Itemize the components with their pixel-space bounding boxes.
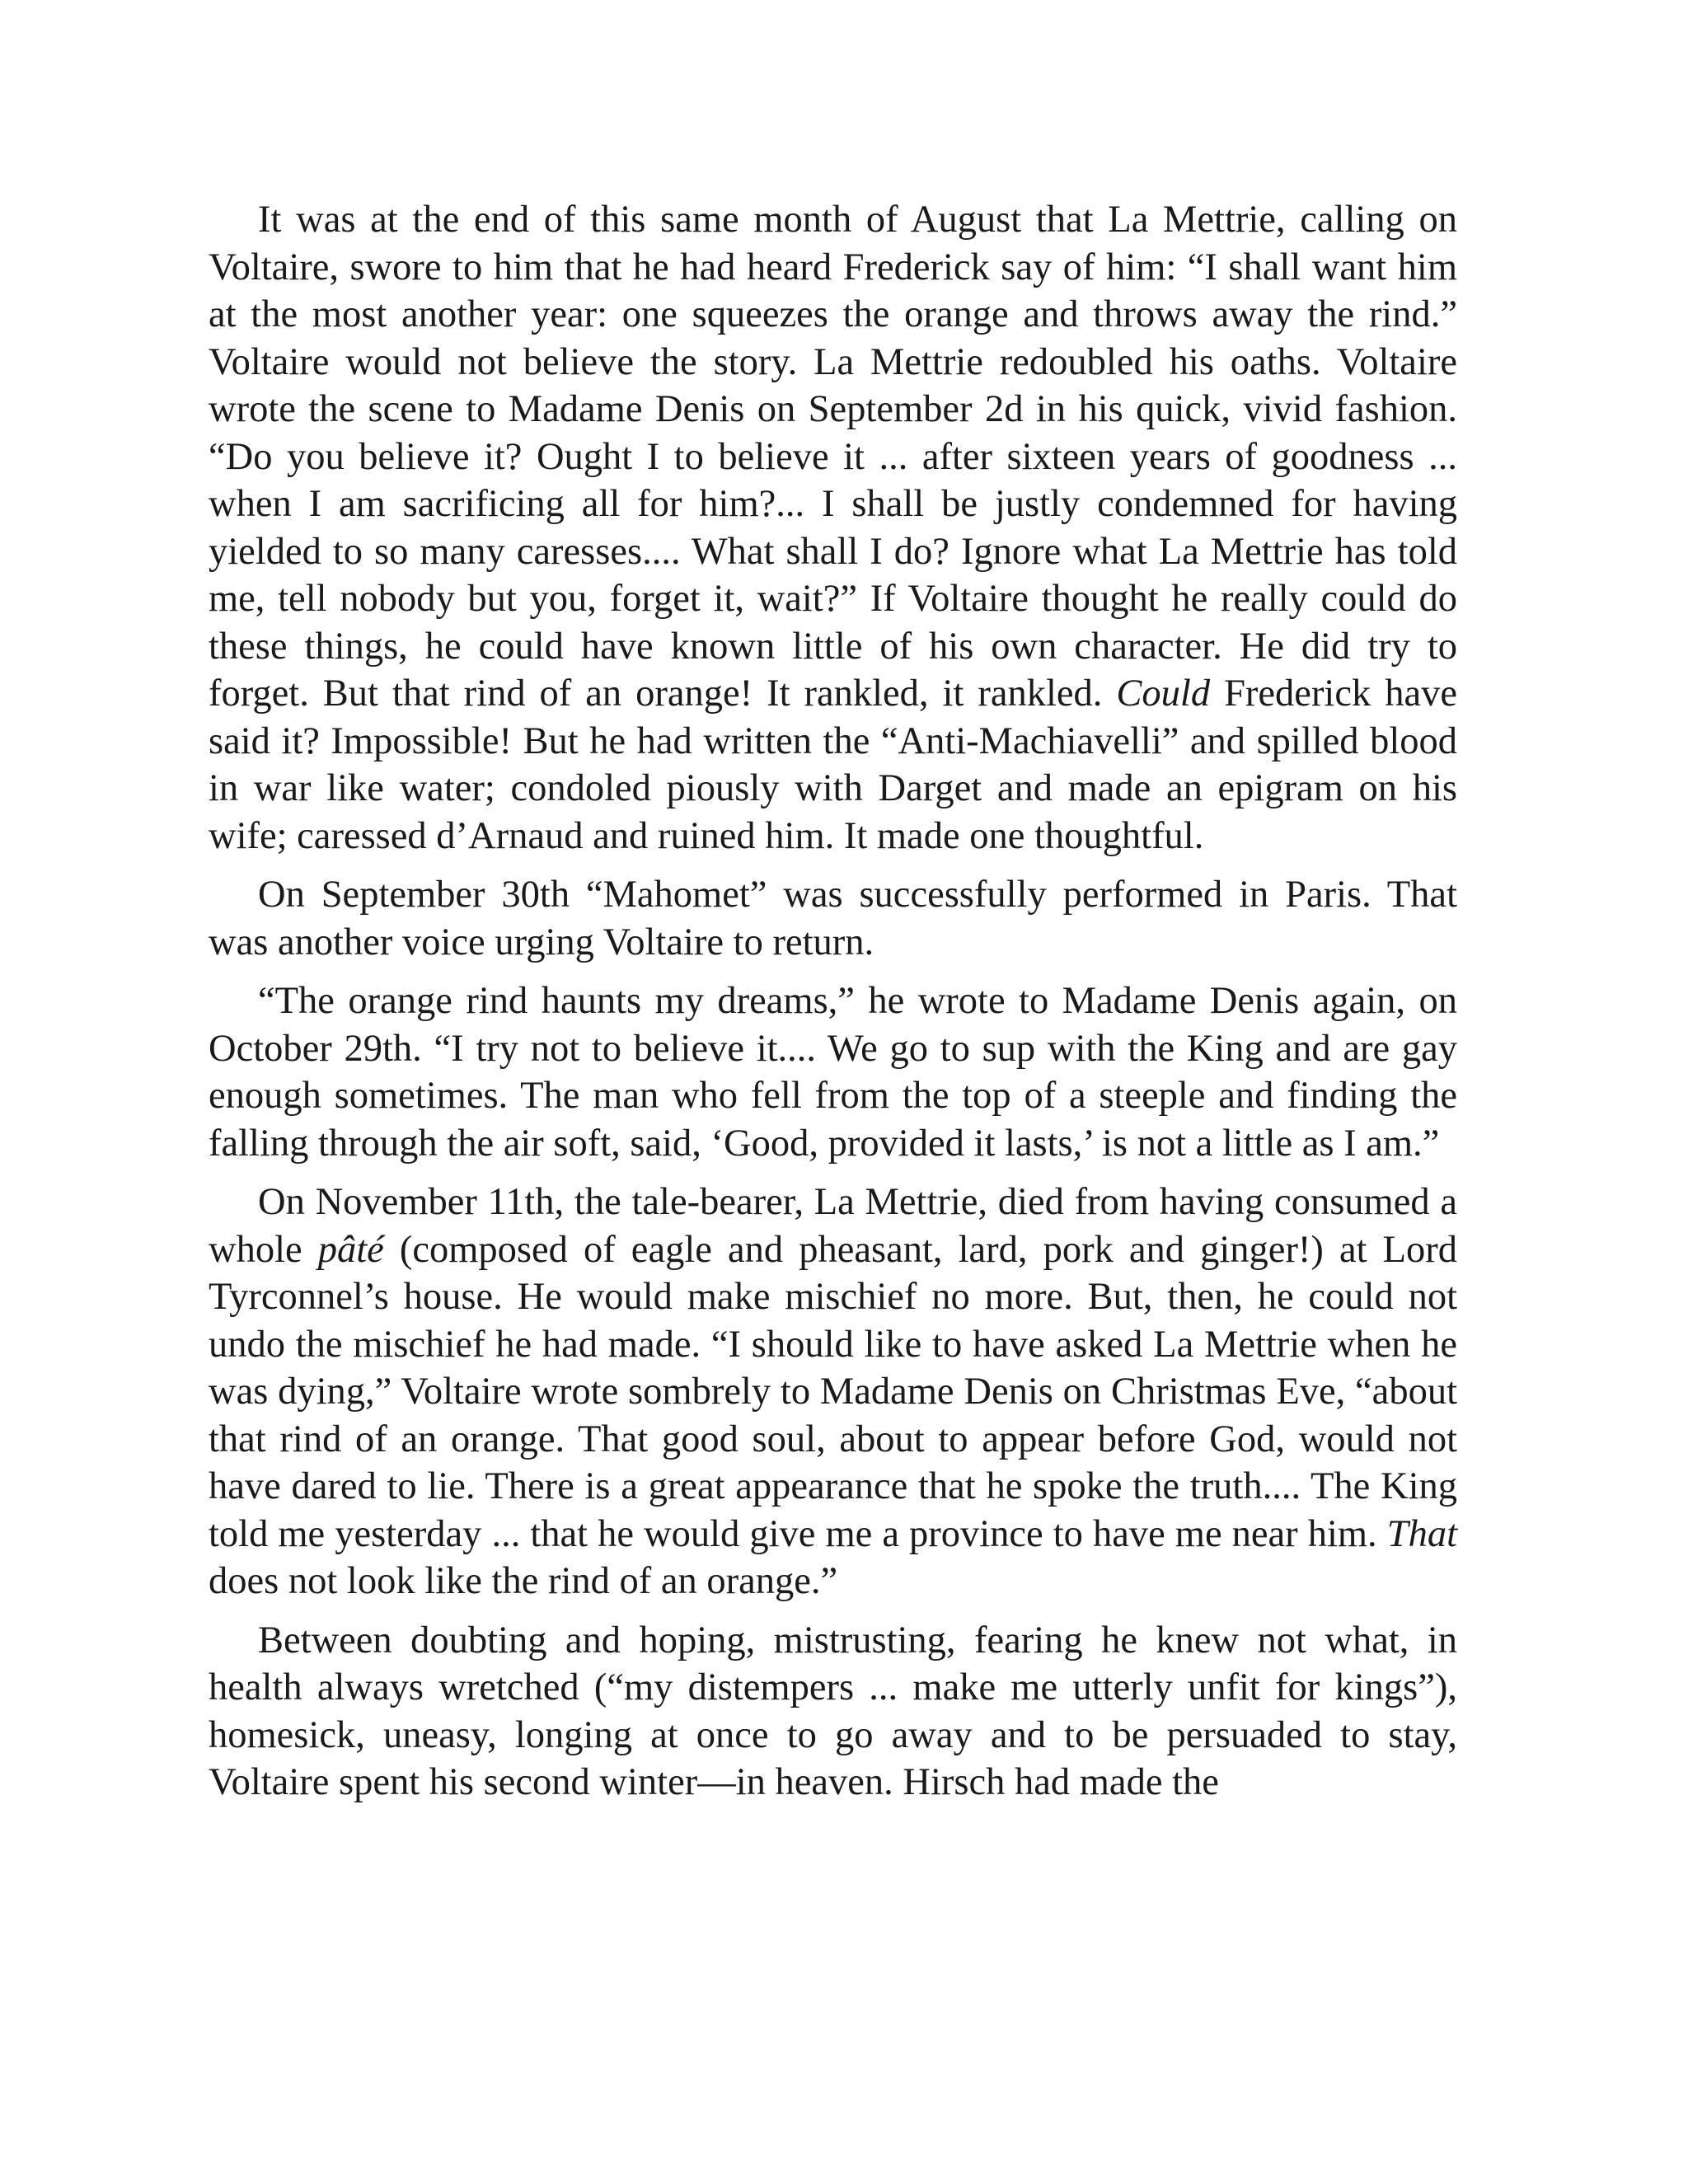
text-run: On September 30th “Mahomet” was successfully performed in Paris. That was another voice urging Voltaire to return.	[209, 874, 1457, 963]
italic-text: Could	[1116, 673, 1211, 715]
paragraph	[209, 977, 1457, 1167]
paragraph	[209, 1617, 1457, 1807]
text-run: (composed of eagle and pheasant, lard, pork and ginger!) at Lord Tyrconnel’s house. He would make mischief no more. But, then, he could not undo the mischief he had made. “I should like to have asked La Mettrie when he was dying,” Voltaire wrote sombrely to Madame Denis on Christmas Eve, “about that rind of an orange. That good soul, about to appear before God, would not have dared to lie. There is a great appearance that he spoke the truth.... The King told me yesterday ... that he would give me a province to have me near him.	[209, 1228, 1458, 1555]
text-run: does not look like the rind of an orange.”	[209, 1560, 838, 1602]
text-run: Between doubting and hoping, mistrusting, fearing he knew not what, in health always wretched (“my distempers ... make me utterly unfit for kings”), homesick, uneasy, longing at once to go away and to be persuaded to stay, Voltaire spent his second winter—in heaven. Hirsch had made the	[209, 1619, 1457, 1803]
paragraph	[209, 1179, 1457, 1605]
text-run: It was at the end of this same month of August that La Mettrie, calling on Voltaire, swore to him that he had heard Frederick say of him: “I shall want him at the most another year: one squeezes the orange and throws away the rind.” Voltaire would not believe the story. La Mettrie redoubled his oaths. Voltaire wrote the scene to Madame Denis on September 2d in his quick, vivid fashion. “Do you believe it? Ought I to believe it ... after sixteen years of goodness ... when I am sacrificing all for him?... I shall be justly condemned for having yielded to so many caresses.... What shall I do? Ignore what La Mettrie has told me, tell nobody but you, forget it, wait?” If Voltaire thought he really could do these things, he could have known little of his own character. He did try to forget. But that rind of an orange! It rankled, it rankled.	[209, 199, 1457, 715]
page-body	[209, 196, 1457, 1807]
paragraph	[209, 871, 1457, 966]
text-run: Frederick have said it? Impossible! But he had written the “Anti-Machiavelli” and spilled blood in war like water; condoled piously with Darget and made an epigram on his wife; caressed d’Arnaud and ruined him. It made one thoughtful.	[209, 673, 1457, 857]
italic-text: pâté	[317, 1228, 384, 1271]
paragraph	[209, 196, 1457, 860]
text-run: On November 11th, the tale-bearer, La Mettrie, died from having consumed a whole	[209, 1181, 1457, 1271]
text-run: “The orange rind haunts my dreams,” he wrote to Madame Denis again, on October 29th. “I try not to believe it.... We go to sup with the King and are gay enough sometimes. The man who fell from the top of a steeple and finding the falling through the air soft, said, ‘Good, provided it lasts,’ is not a little as I am.”	[209, 980, 1457, 1165]
italic-text: That	[1386, 1512, 1457, 1555]
